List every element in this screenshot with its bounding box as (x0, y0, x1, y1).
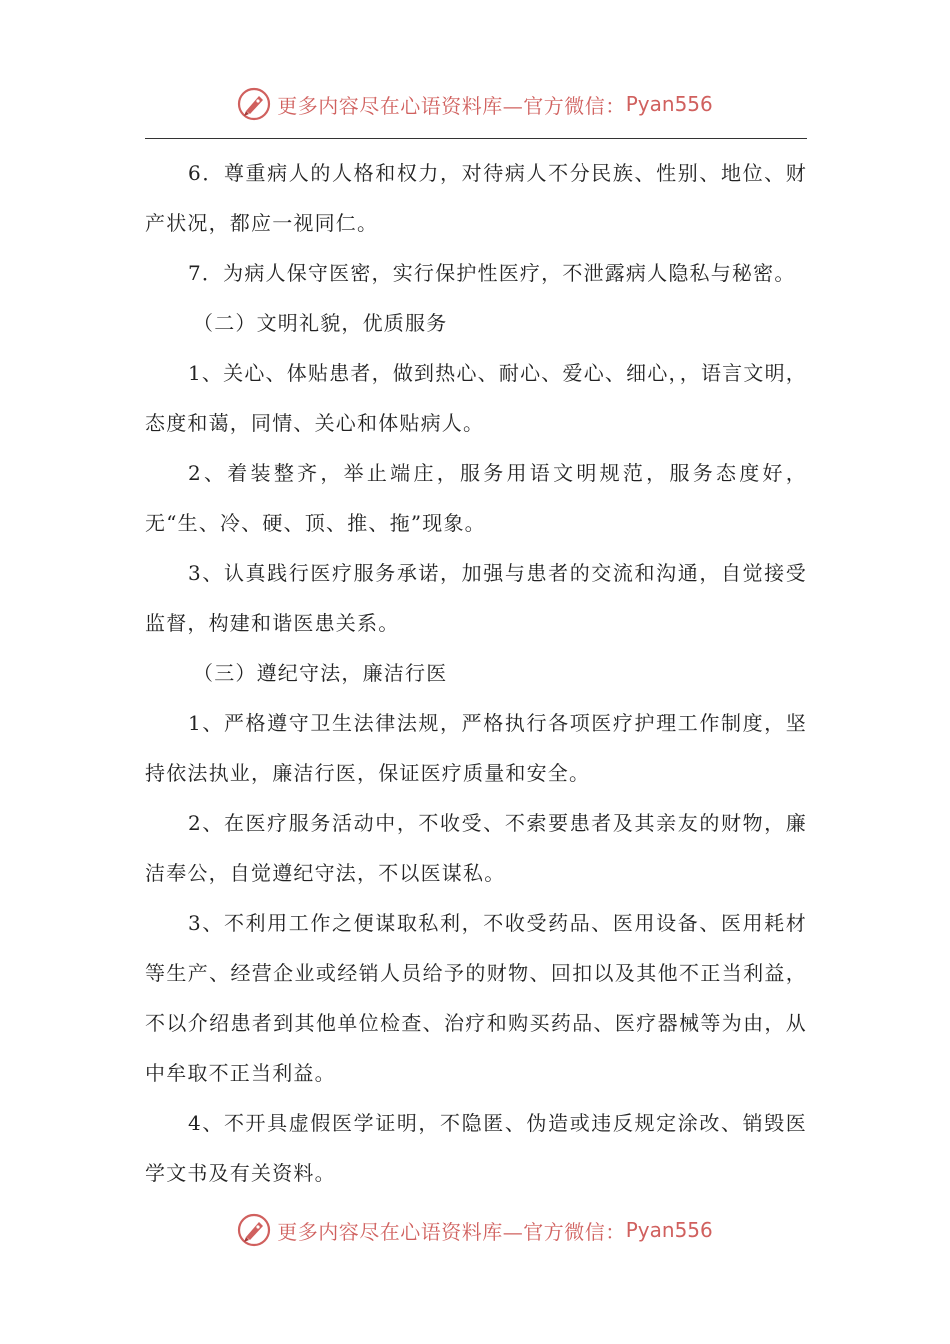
paragraph-2-3: 3、认真践行医疗服务承诺，加强与患者的交流和沟通，自觉接受监督，构建和谐医患关系。 (145, 561, 807, 635)
section-heading-2: （二）文明礼貌，优质服务 (193, 311, 448, 335)
header-watermark-text: 更多内容尽在心语资料库—官方微信： (277, 93, 626, 118)
footer-watermark-text: 更多内容尽在心语资料库—官方微信： (277, 1219, 626, 1244)
document-body (145, 148, 807, 1198)
paragraph-7: 7．为病人保守医密，实行保护性医疗，不泄露病人隐私与秘密。 (188, 261, 796, 285)
paragraph-3-3: 3、不利用工作之便谋取私利，不收受药品、医用设备、医用耗材等生产、经营企业或经销人员给予的财物、回扣以及其他不正当利益，不以介绍患者到其他单位检查、治疗和购买药品、医疗器械等为由，从中牟取不正当利益。 (145, 911, 807, 1085)
paragraph-3-4: 4、不开具虚假医学证明，不隐匿、伪造或违反规定涂改、销毁医学文书及有关资料。 (145, 1111, 807, 1185)
header-divider (145, 138, 807, 139)
paragraph-6: 6．尊重病人的人格和权力，对待病人不分民族、性别、地位、财产状况，都应一视同仁。 (145, 161, 807, 235)
footer-watermark-handle: Pyan556 (625, 1218, 713, 1242)
footer-watermark (0, 1210, 950, 1250)
paragraph-2-1: 1、关心、体贴患者，做到热心、耐心、爱心、细心，，语言文明，态度和蔼，同情、关心和体贴病人。 (145, 361, 807, 435)
pen-nib-logo-icon (237, 87, 271, 121)
header-watermark-handle: Pyan556 (625, 92, 713, 116)
section-heading-3: （三）遵纪守法，廉洁行医 (193, 661, 448, 685)
pen-nib-logo-icon (237, 1213, 271, 1247)
paragraph-3-2: 2、在医疗服务活动中，不收受、不索要患者及其亲友的财物，廉洁奉公，自觉遵纪守法，不以医谋私。 (145, 811, 807, 885)
header-watermark (0, 84, 950, 124)
paragraph-3-1: 1、严格遵守卫生法律法规，严格执行各项医疗护理工作制度，坚持依法执业，廉洁行医，保证医疗质量和安全。 (145, 711, 807, 785)
paragraph-2-2: 2、着装整齐，举止端庄，服务用语文明规范，服务态度好，无“生、冷、硬、顶、推、拖”现象。 (145, 461, 807, 535)
